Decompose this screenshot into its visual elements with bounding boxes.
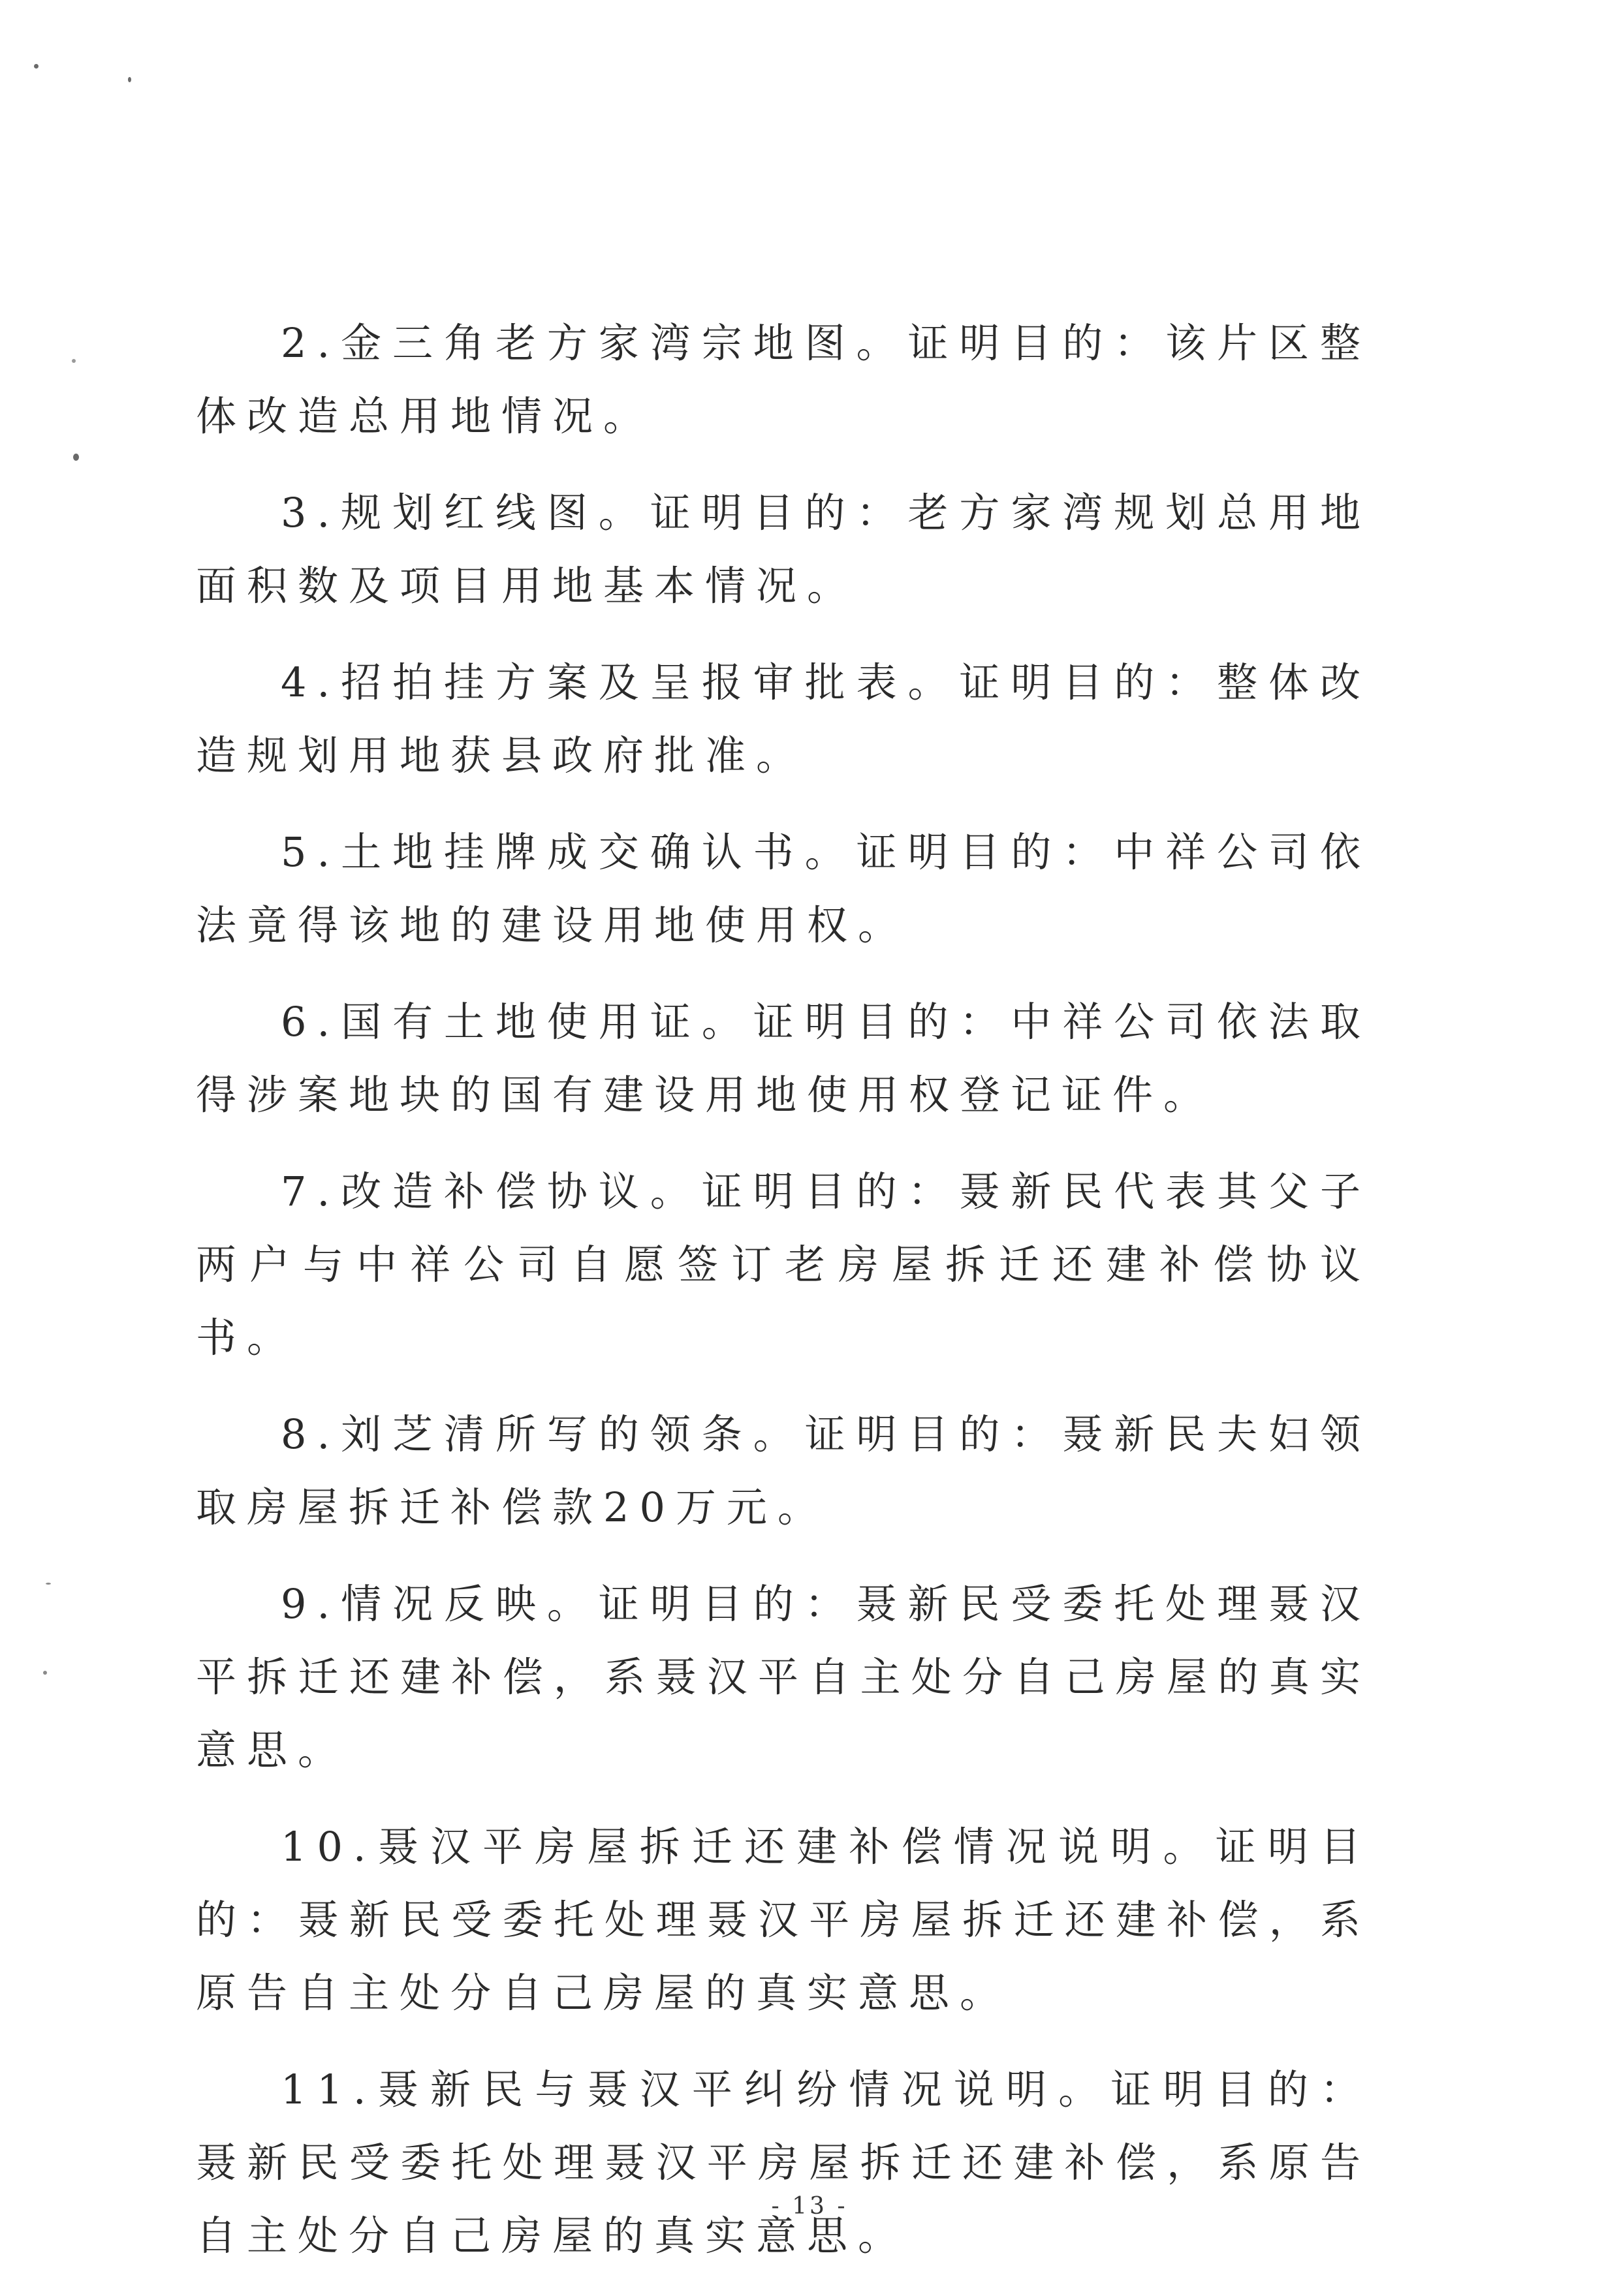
page-number: - 13 - xyxy=(771,2193,848,2220)
evidence-item-6: 6.国有土地使用证。证明目的：中祥公司依法取得涉案地块的国有建设用地使用权登记证件。 xyxy=(196,998,1371,1119)
evidence-item-7: 7.改造补偿协议。证明目的：聂新民代表其父子两户与中祥公司自愿签订老房屋拆迁还建补偿协议书。 xyxy=(196,1168,1371,1361)
scan-speck xyxy=(34,64,39,69)
evidence-item-9: 9.情况反映。证明目的：聂新民受委托处理聂汉平拆迁还建补偿，系聂汉平自主处分自己房屋的真实意思。 xyxy=(196,1580,1371,1774)
evidence-list xyxy=(196,307,1371,2296)
scan-speck xyxy=(46,1583,51,1585)
evidence-item-8: 8.刘芝清所写的领条。证明目的：聂新民夫妇领取房屋拆迁补偿款20万元。 xyxy=(196,1410,1371,1531)
evidence-item-2: 2.金三角老方家湾宗地图。证明目的：该片区整体改造总用地情况。 xyxy=(196,319,1371,440)
evidence-item-11: 11.聂新民与聂汉平纠纷情况说明。证明目的：聂新民受委托处理聂汉平房屋拆迁还建补偿，系原告自主处分自己房屋的真实意思。 xyxy=(196,2066,1371,2259)
scan-speck xyxy=(128,77,131,82)
evidence-item-5: 5.土地挂牌成交确认书。证明目的：中祥公司依法竟得该地的建设用地使用权。 xyxy=(196,828,1371,949)
evidence-item-4: 4.招拍挂方案及呈报审批表。证明目的：整体改造规划用地获县政府批准。 xyxy=(196,659,1371,779)
evidence-item-10: 10.聂汉平房屋拆迁还建补偿情况说明。证明目的：聂新民受委托处理聂汉平房屋拆迁还建补偿，系原告自主处分自己房屋的真实意思。 xyxy=(196,1823,1371,2017)
scan-speck xyxy=(73,454,79,461)
scan-speck xyxy=(72,359,76,363)
scan-speck xyxy=(43,1671,47,1675)
evidence-item-3: 3.规划红线图。证明目的：老方家湾规划总用地面积数及项目用地基本情况。 xyxy=(196,489,1371,610)
